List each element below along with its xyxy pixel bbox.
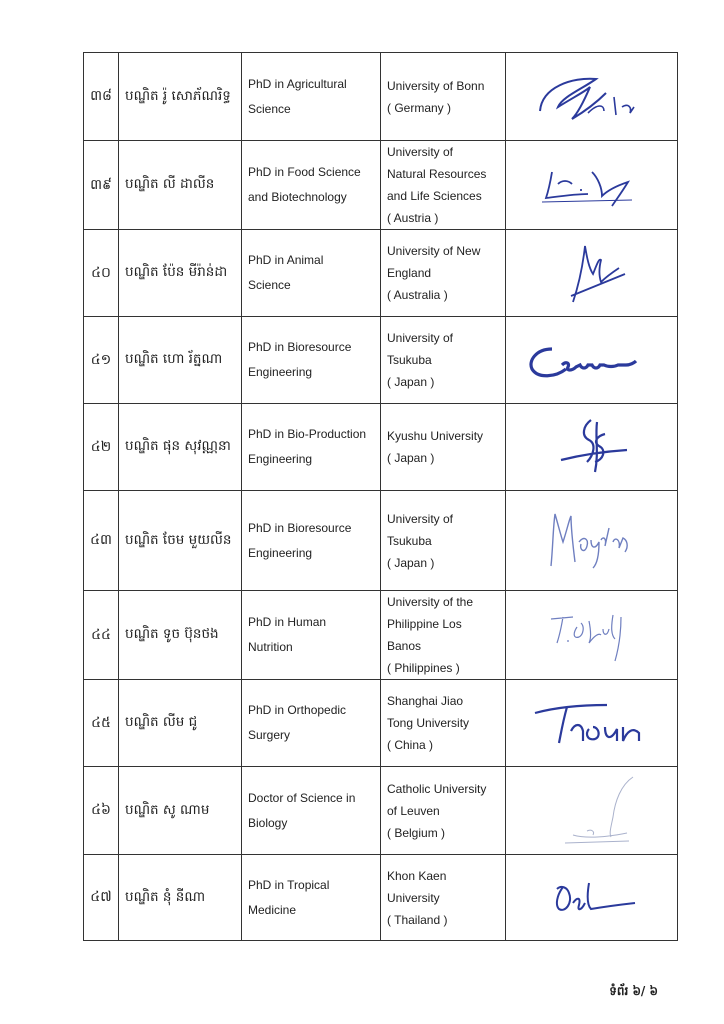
- degree-line: and Biotechnology: [248, 190, 347, 204]
- scholar-name: បណ្ឌិត លី ដាលីន: [119, 141, 242, 230]
- university-line: University of New: [387, 244, 481, 258]
- university-line: Tsukuba: [387, 353, 432, 367]
- page-number: ទំព័រ ៦/ ៦: [609, 984, 658, 998]
- degree-line: PhD in Bioresource: [248, 340, 352, 354]
- degree-line: PhD in Animal: [248, 253, 324, 267]
- university-line: ( Germany ): [387, 100, 452, 115]
- scholar-name: បណ្ឌិត រ៉ូ សោភ័ណរិទ្ធ: [119, 53, 242, 141]
- degree-line: PhD in Bioresource: [248, 520, 352, 535]
- university-cell: [381, 855, 506, 941]
- university-cell: [381, 230, 506, 317]
- degree-cell: [242, 855, 381, 941]
- scholar-name: បណ្ឌិត ហោ រ័ត្នណា: [119, 317, 242, 404]
- university-line: Tong University: [387, 716, 470, 730]
- university-line: and Life Sciences: [387, 189, 482, 203]
- university-cell: [381, 141, 506, 230]
- scholar-name: បណ្ឌិត ប៉ែន មីរ៉ាន់ដា: [119, 230, 242, 317]
- degree-line: Nutrition: [248, 640, 293, 654]
- table-row: [84, 404, 678, 491]
- degree-line: PhD in Tropical: [248, 877, 330, 892]
- scholar-name: បណ្ឌិត សូ ណាម: [119, 767, 242, 855]
- row-number: ៤៧: [84, 855, 119, 941]
- university-line: University of the: [387, 595, 474, 609]
- university-line: England: [387, 266, 432, 280]
- table-row: [84, 317, 678, 404]
- university-line: University of Bonn: [387, 78, 485, 93]
- row-number: ៤០: [84, 230, 119, 317]
- row-number: ៤៤: [84, 591, 119, 680]
- degree-line: Science: [248, 278, 291, 292]
- signature-cell: [506, 53, 678, 141]
- degree-cell: [242, 404, 381, 491]
- degree-line: Engineering: [248, 545, 313, 560]
- signature-image: [506, 238, 677, 308]
- signature-cell: [506, 767, 678, 855]
- signature-cell: [506, 230, 678, 317]
- degree-line: PhD in Food Science: [248, 165, 361, 179]
- signature-image: [506, 160, 677, 210]
- university-cell: [381, 317, 506, 404]
- university-line: ( Japan ): [387, 555, 435, 570]
- degree-line: PhD in Bio-Production: [248, 427, 367, 441]
- table-row: [84, 680, 678, 767]
- degree-line: Medicine: [248, 902, 297, 917]
- signature-image: [506, 771, 677, 851]
- university-cell: [381, 680, 506, 767]
- university-line: ( Austria ): [387, 211, 439, 225]
- scholar-name: បណ្ឌិត លីម ជូ: [119, 680, 242, 767]
- university-line: Kyushu University: [387, 429, 484, 443]
- degree-cell: [242, 53, 381, 141]
- degree-cell: [242, 491, 381, 591]
- row-number: ៣៨: [84, 53, 119, 141]
- table-row: [84, 591, 678, 680]
- signature-image: [506, 67, 677, 127]
- signature-cell: [506, 680, 678, 767]
- university-cell: [381, 591, 506, 680]
- row-number: ៤២: [84, 404, 119, 491]
- university-line: of Leuven: [387, 803, 440, 818]
- scholar-name: បណ្ឌិត ចែម មួយលីន: [119, 491, 242, 591]
- degree-line: PhD in Orthopedic: [248, 703, 347, 717]
- degree-cell: [242, 230, 381, 317]
- degree-line: Science: [248, 101, 291, 116]
- university-line: Khon Kaen: [387, 868, 447, 883]
- degree-line: Biology: [248, 815, 288, 830]
- table-row: [84, 491, 678, 591]
- signature-cell: [506, 591, 678, 680]
- university-line: Banos: [387, 639, 422, 653]
- scholar-name: បណ្ឌិត ផុន សុវណ្ណនា: [119, 404, 242, 491]
- degree-line: Engineering: [248, 365, 313, 379]
- row-number: ៤១: [84, 317, 119, 404]
- signature-image: [506, 873, 677, 923]
- scholar-name: បណ្ឌិត ទូច ប៊ុនថង: [119, 591, 242, 680]
- university-line: University of: [387, 145, 454, 159]
- university-line: ( Australia ): [387, 288, 448, 302]
- table-row: [84, 53, 678, 141]
- university-cell: [381, 491, 506, 591]
- signature-cell: [506, 855, 678, 941]
- table-body: [84, 53, 678, 941]
- table-row: [84, 230, 678, 317]
- university-line: Tsukuba: [387, 533, 432, 548]
- signature-cell: [506, 317, 678, 404]
- university-line: University: [387, 890, 440, 905]
- degree-cell: [242, 591, 381, 680]
- university-cell: [381, 767, 506, 855]
- degree-line: PhD in Human: [248, 615, 327, 629]
- university-line: Natural Resources: [387, 167, 487, 181]
- degree-cell: [242, 680, 381, 767]
- signature-cell: [506, 404, 678, 491]
- table-row: [84, 767, 678, 855]
- signature-image: [506, 605, 677, 665]
- table-row: [84, 141, 678, 230]
- university-line: ( Japan ): [387, 451, 435, 465]
- signature-image: [506, 335, 677, 385]
- scholar-name: បណ្ឌិត នុំ នីណា: [119, 855, 242, 941]
- row-number: ៤៦: [84, 767, 119, 855]
- table-row: [84, 855, 678, 941]
- university-line: Philippine Los: [387, 617, 462, 631]
- degree-line: Engineering: [248, 452, 313, 466]
- degree-line: Doctor of Science in: [248, 790, 356, 805]
- university-line: ( Thailand ): [387, 912, 448, 927]
- university-cell: [381, 53, 506, 141]
- university-line: ( Belgium ): [387, 825, 446, 840]
- degree-line: Surgery: [248, 728, 291, 742]
- degree-cell: [242, 767, 381, 855]
- signature-image: [506, 693, 677, 753]
- university-line: University of: [387, 331, 454, 345]
- degree-line: PhD in Agricultural: [248, 76, 347, 91]
- signature-cell: [506, 141, 678, 230]
- signature-cell: [506, 491, 678, 591]
- university-line: Catholic University: [387, 781, 487, 796]
- degree-cell: [242, 317, 381, 404]
- row-number: ៤៥: [84, 680, 119, 767]
- university-line: ( Philippines ): [387, 661, 460, 675]
- signature-image: [506, 506, 677, 576]
- university-line: ( China ): [387, 738, 434, 752]
- university-cell: [381, 404, 506, 491]
- university-line: Shanghai Jiao: [387, 694, 464, 708]
- signature-image: [506, 412, 677, 482]
- university-line: ( Japan ): [387, 375, 435, 389]
- degree-cell: [242, 141, 381, 230]
- row-number: ៤៣: [84, 491, 119, 591]
- signature-table: [83, 52, 678, 941]
- row-number: ៣៩: [84, 141, 119, 230]
- university-line: University of: [387, 511, 454, 526]
